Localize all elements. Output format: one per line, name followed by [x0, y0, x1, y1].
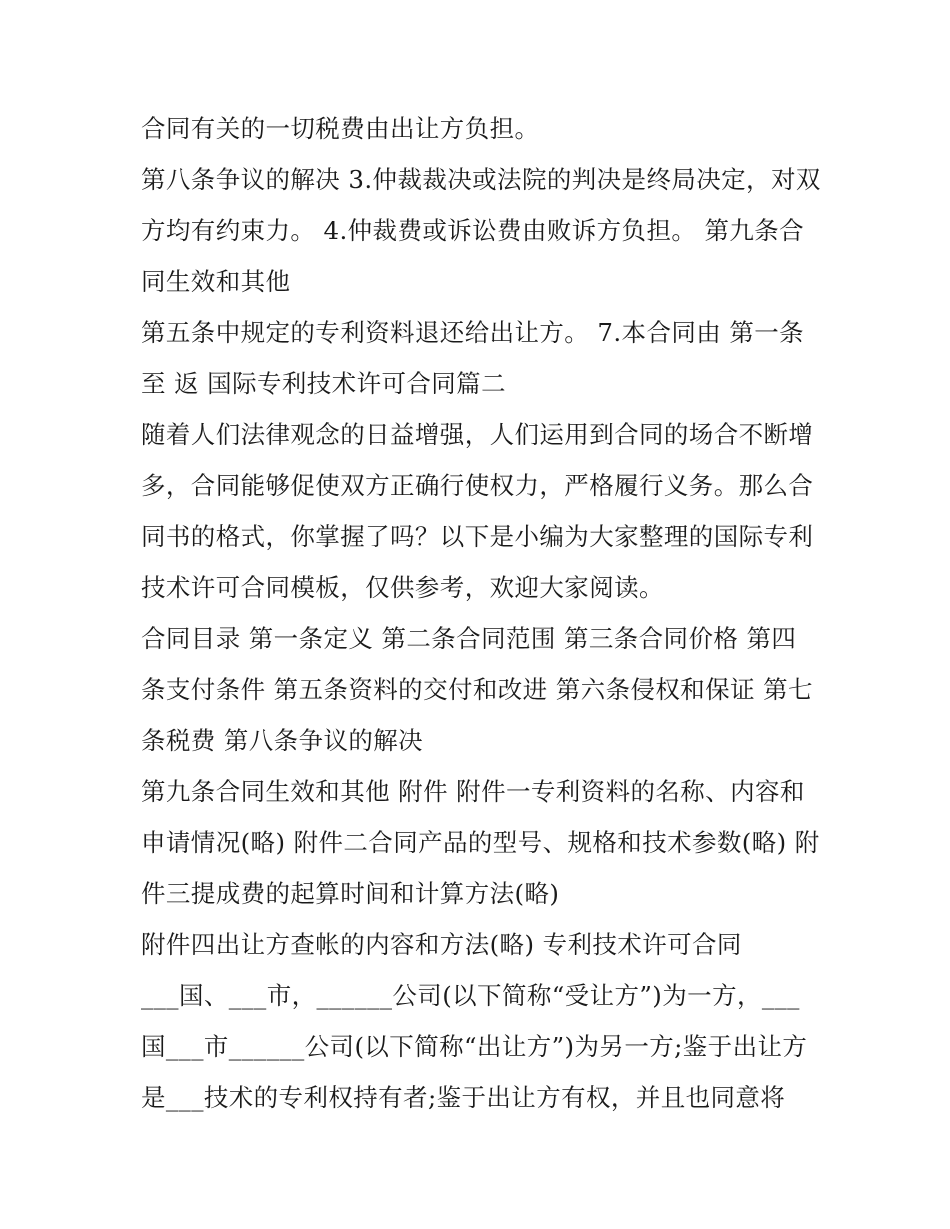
text-line: 随着人们法律观念的日益增强，人们运用到合同的场合不断增 — [141, 420, 814, 449]
text-line: 合同目录 第一条定义 第二条合同范围 第三条合同价格 第四 — [141, 624, 797, 653]
text-line: 是___技术的专利权持有者;鉴于出让方有权，并且也同意将 — [141, 1083, 786, 1112]
text-line: 合同有关的一切税费由出让方负担。 — [141, 114, 540, 143]
text-line: 申请情况(略) 附件二合同产品的型号、规格和技术参数(略) 附 — [141, 828, 820, 857]
text-line: 条支付条件 第五条资料的交付和改进 第六条侵权和保证 第七 — [141, 675, 813, 704]
text-line: 多，合同能够促使双方正确行使权力，严格履行义务。那么合 — [141, 471, 814, 500]
text-line: 方均有约束力。 4.仲裁费或诉讼费由败诉方负担。 第九条合 — [141, 216, 805, 245]
text-line: 第五条中规定的专利资料退还给出让方。 7.本合同由 第一条 — [141, 318, 805, 347]
text-line: ___国、___市，______公司(以下简称“受让方”)为一方，___ — [141, 981, 800, 1010]
text-line: 同书的格式，你掌握了吗？以下是小编为大家整理的国际专利 — [141, 522, 814, 551]
text-line: 第八条争议的解决 3.仲裁裁决或法院的判决是终局决定，对双 — [141, 165, 821, 194]
text-line: 技术许可合同模板，仅供参考，欢迎大家阅读。 — [141, 573, 664, 602]
document-body — [141, 107, 821, 1127]
text-line: 件三提成费的起算时间和计算方法(略) — [141, 879, 560, 908]
text-line: 条税费 第八条争议的解决 — [141, 726, 424, 755]
text-line: 附件四出让方查帐的内容和方法(略) 专利技术许可合同 — [141, 930, 742, 959]
text-line: 第九条合同生效和其他 附件 附件一专利资料的名称、内容和 — [141, 777, 805, 806]
text-line: 同生效和其他 — [141, 267, 291, 296]
text-line: 至 返 国际专利技术许可合同篇二 — [141, 369, 506, 398]
text-line: 国___市______公司(以下简称“出让方”)为另一方;鉴于出让方 — [141, 1032, 808, 1061]
